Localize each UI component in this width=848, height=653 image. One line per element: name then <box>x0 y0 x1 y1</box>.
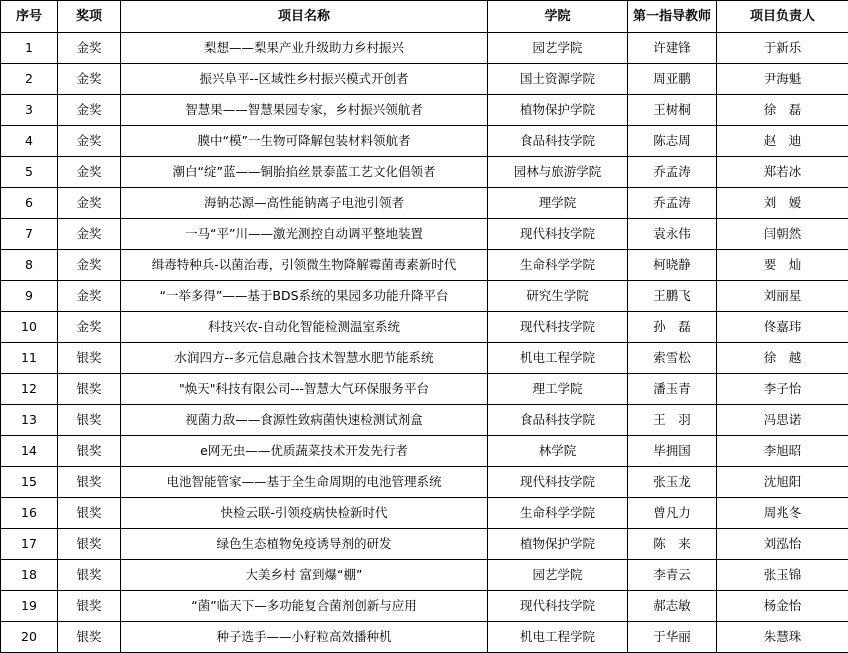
college-cell: 生命科学学院 <box>488 498 628 529</box>
advisor-cell: 周亚鹏 <box>628 64 717 95</box>
leader-cell: 郑若冰 <box>717 157 848 188</box>
leader-cell: 沈旭阳 <box>717 467 848 498</box>
index-cell: 16 <box>1 498 58 529</box>
index-cell: 17 <box>1 529 58 560</box>
project-name-cell: 水润四方--多元信息融合技术智慧水肥节能系统 <box>121 343 488 374</box>
advisor-cell: 郝志敏 <box>628 591 717 622</box>
project-name-cell: 智慧果——智慧果园专家，乡村振兴领航者 <box>121 95 488 126</box>
index-cell: 7 <box>1 219 58 250</box>
project-name-cell: “一举多得”——基于BDS系统的果园多功能升降平台 <box>121 281 488 312</box>
table-row <box>1 343 848 374</box>
college-cell: 园林与旅游学院 <box>488 157 628 188</box>
college-cell: 园艺学院 <box>488 33 628 64</box>
table-row <box>1 219 848 250</box>
college-cell: 食品科技学院 <box>488 405 628 436</box>
award-cell: 银奖 <box>58 405 121 436</box>
award-cell: 金奖 <box>58 126 121 157</box>
index-cell: 12 <box>1 374 58 405</box>
table-row <box>1 374 848 405</box>
advisor-cell: 柯晓静 <box>628 250 717 281</box>
award-cell: 银奖 <box>58 374 121 405</box>
index-cell: 9 <box>1 281 58 312</box>
leader-cell: 徐 磊 <box>717 95 848 126</box>
project-name-cell: 海钠芯源—高性能钠离子电池引领者 <box>121 188 488 219</box>
college-cell: 理工学院 <box>488 374 628 405</box>
index-cell: 2 <box>1 64 58 95</box>
project-name-cell: 膜中“模”一生物可降解包装材料领航者 <box>121 126 488 157</box>
project-name-cell: 缉毒特种兵-以菌治毒，引领微生物降解霉菌毒素新时代 <box>121 250 488 281</box>
leader-cell: 刘 嫒 <box>717 188 848 219</box>
header-row <box>1 1 848 33</box>
index-cell: 4 <box>1 126 58 157</box>
project-name-cell: 快检云联-引领疫病快检新时代 <box>121 498 488 529</box>
leader-cell: 闫朝然 <box>717 219 848 250</box>
award-cell: 金奖 <box>58 157 121 188</box>
index-cell: 14 <box>1 436 58 467</box>
table-row <box>1 436 848 467</box>
award-cell: 银奖 <box>58 591 121 622</box>
table-row <box>1 498 848 529</box>
header-college: 学院 <box>488 1 628 33</box>
leader-cell: 佟嘉玮 <box>717 312 848 343</box>
advisor-cell: 曾凡力 <box>628 498 717 529</box>
award-cell: 金奖 <box>58 95 121 126</box>
award-cell: 金奖 <box>58 64 121 95</box>
award-cell: 银奖 <box>58 498 121 529</box>
college-cell: 植物保护学院 <box>488 529 628 560</box>
table-row <box>1 467 848 498</box>
advisor-cell: 张玉龙 <box>628 467 717 498</box>
leader-cell: 刘泓怡 <box>717 529 848 560</box>
leader-cell: 要 灿 <box>717 250 848 281</box>
index-cell: 13 <box>1 405 58 436</box>
advisor-cell: 陈 来 <box>628 529 717 560</box>
advisor-cell: 王 羽 <box>628 405 717 436</box>
project-name-cell: 视菌力敌——食源性致病菌快速检测试剂盒 <box>121 405 488 436</box>
leader-cell: 于新乐 <box>717 33 848 64</box>
advisor-cell: 袁永伟 <box>628 219 717 250</box>
award-cell: 金奖 <box>58 188 121 219</box>
college-cell: 国土资源学院 <box>488 64 628 95</box>
table-row <box>1 250 848 281</box>
header-award: 奖项 <box>58 1 121 33</box>
table-row <box>1 33 848 64</box>
leader-cell: 赵 迪 <box>717 126 848 157</box>
table-row <box>1 529 848 560</box>
college-cell: 现代科技学院 <box>488 591 628 622</box>
header-advisor: 第一指导教师 <box>628 1 717 33</box>
header-index: 序号 <box>1 1 58 33</box>
college-cell: 植物保护学院 <box>488 95 628 126</box>
college-cell: 林学院 <box>488 436 628 467</box>
award-cell: 金奖 <box>58 312 121 343</box>
table-row <box>1 312 848 343</box>
project-name-cell: e网无虫——优质蔬菜技术开发先行者 <box>121 436 488 467</box>
index-cell: 20 <box>1 622 58 653</box>
project-name-cell: 绿色生态植物免疫诱导剂的研发 <box>121 529 488 560</box>
header-leader: 项目负责人 <box>717 1 848 33</box>
project-name-cell: 电池智能管家——基于全生命周期的电池管理系统 <box>121 467 488 498</box>
advisor-cell: 王树桐 <box>628 95 717 126</box>
award-cell: 银奖 <box>58 467 121 498</box>
college-cell: 研究生学院 <box>488 281 628 312</box>
award-cell: 金奖 <box>58 281 121 312</box>
advisor-cell: 乔孟涛 <box>628 157 717 188</box>
college-cell: 园艺学院 <box>488 560 628 591</box>
table-row <box>1 405 848 436</box>
college-cell: 机电工程学院 <box>488 622 628 653</box>
table-row <box>1 95 848 126</box>
project-name-cell: 潮白“绽”蓝——铜胎掐丝景泰蓝工艺文化倡领者 <box>121 157 488 188</box>
leader-cell: 朱慧珠 <box>717 622 848 653</box>
advisor-cell: 孙 磊 <box>628 312 717 343</box>
project-name-cell: 振兴阜平--区域性乡村振兴模式开创者 <box>121 64 488 95</box>
award-cell: 金奖 <box>58 219 121 250</box>
leader-cell: 冯思诺 <box>717 405 848 436</box>
college-cell: 生命科学学院 <box>488 250 628 281</box>
table-row <box>1 188 848 219</box>
table-row <box>1 560 848 591</box>
advisor-cell: 许建锋 <box>628 33 717 64</box>
leader-cell: 周兆冬 <box>717 498 848 529</box>
award-cell: 银奖 <box>58 343 121 374</box>
advisor-cell: 陈志周 <box>628 126 717 157</box>
project-name-cell: 大美乡村 富到爆“棚” <box>121 560 488 591</box>
advisor-cell: 毕拥国 <box>628 436 717 467</box>
college-cell: 食品科技学院 <box>488 126 628 157</box>
college-cell: 理学院 <box>488 188 628 219</box>
project-name-cell: 种子选手——小籽粒高效播种机 <box>121 622 488 653</box>
leader-cell: 李旭昭 <box>717 436 848 467</box>
advisor-cell: 乔孟涛 <box>628 188 717 219</box>
index-cell: 6 <box>1 188 58 219</box>
table-row <box>1 622 848 653</box>
award-cell: 银奖 <box>58 560 121 591</box>
advisor-cell: 李青云 <box>628 560 717 591</box>
leader-cell: 刘丽星 <box>717 281 848 312</box>
index-cell: 19 <box>1 591 58 622</box>
index-cell: 15 <box>1 467 58 498</box>
table-row <box>1 591 848 622</box>
index-cell: 18 <box>1 560 58 591</box>
index-cell: 8 <box>1 250 58 281</box>
index-cell: 3 <box>1 95 58 126</box>
advisor-cell: 潘玉青 <box>628 374 717 405</box>
table-row <box>1 126 848 157</box>
table-row <box>1 157 848 188</box>
index-cell: 11 <box>1 343 58 374</box>
college-cell: 机电工程学院 <box>488 343 628 374</box>
project-name-cell: "焕天"科技有限公司---智慧大气环保服务平台 <box>121 374 488 405</box>
award-cell: 银奖 <box>58 529 121 560</box>
advisor-cell: 王鹏飞 <box>628 281 717 312</box>
leader-cell: 杨金怡 <box>717 591 848 622</box>
index-cell: 5 <box>1 157 58 188</box>
award-cell: 金奖 <box>58 33 121 64</box>
college-cell: 现代科技学院 <box>488 219 628 250</box>
project-name-cell: 梨想——梨果产业升级助力乡村振兴 <box>121 33 488 64</box>
table-row <box>1 64 848 95</box>
award-cell: 银奖 <box>58 622 121 653</box>
leader-cell: 徐 越 <box>717 343 848 374</box>
table-row <box>1 281 848 312</box>
project-name-cell: 科技兴农-自动化智能检测温室系统 <box>121 312 488 343</box>
leader-cell: 张玉锦 <box>717 560 848 591</box>
college-cell: 现代科技学院 <box>488 467 628 498</box>
project-name-cell: 一马“平”川——激光测控自动调平整地装置 <box>121 219 488 250</box>
header-project-name: 项目名称 <box>121 1 488 33</box>
project-name-cell: “菌”临天下—多功能复合菌剂创新与应用 <box>121 591 488 622</box>
leader-cell: 尹海魁 <box>717 64 848 95</box>
award-cell: 金奖 <box>58 250 121 281</box>
index-cell: 1 <box>1 33 58 64</box>
advisor-cell: 于华丽 <box>628 622 717 653</box>
award-cell: 银奖 <box>58 436 121 467</box>
index-cell: 10 <box>1 312 58 343</box>
advisor-cell: 索雪松 <box>628 343 717 374</box>
leader-cell: 李子怡 <box>717 374 848 405</box>
college-cell: 现代科技学院 <box>488 312 628 343</box>
